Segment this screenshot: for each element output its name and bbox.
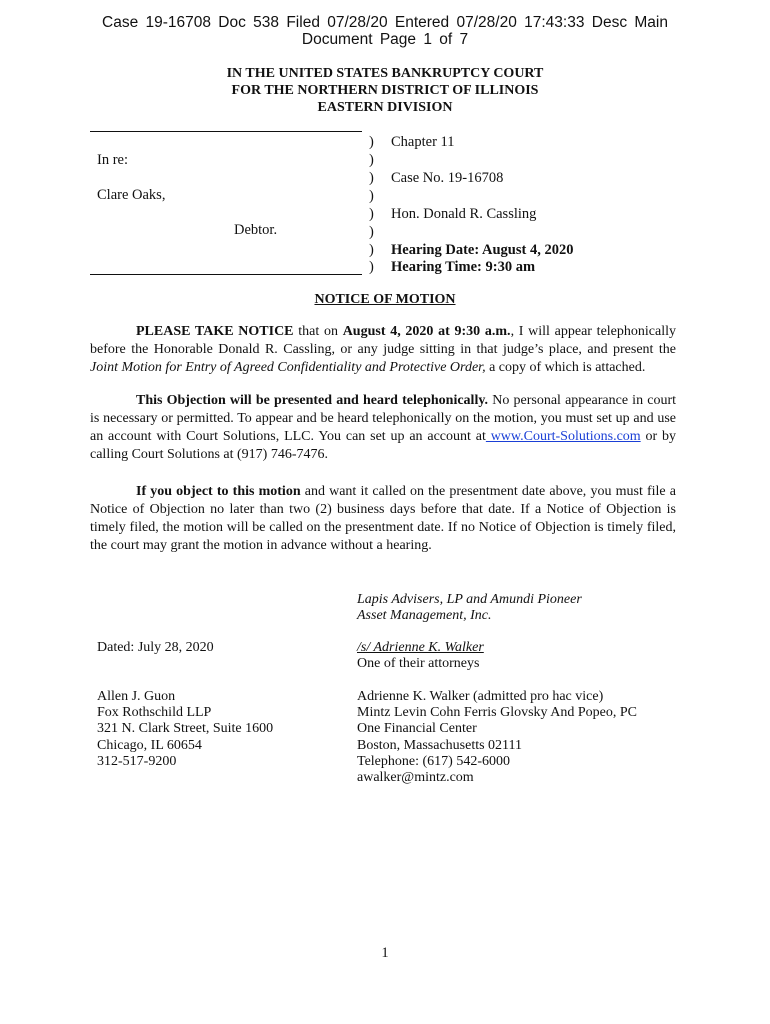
local-counsel-block: [97, 689, 273, 770]
caption-paren: ): [369, 134, 374, 150]
court-division: EASTERN DIVISION: [317, 100, 453, 115]
client-line: Asset Management, Inc.: [357, 608, 492, 624]
counsel-line: One Financial Center: [357, 721, 477, 737]
telephonic-lead: This Objection will be presented and heard telephonically.: [136, 393, 489, 408]
court-solutions-link[interactable]: www.Court-Solutions.com: [485, 429, 641, 444]
case-number: Case No. 19-16708: [391, 170, 504, 186]
filing-header-line2: Document Page 1 of 7: [301, 31, 469, 48]
telephonic-text: or by calling Court Solutions at (917) 746-7476.: [90, 429, 676, 462]
hearing-time: Hearing Time: 9:30 am: [391, 259, 536, 275]
notice-title: NOTICE OF MOTION: [314, 292, 456, 307]
notice-text: a copy of which is attached.: [485, 360, 646, 375]
page-number: 1: [381, 945, 389, 961]
client-line: Lapis Advisers, LP and Amundi Pioneer: [357, 592, 582, 607]
counsel-block: [357, 689, 637, 786]
notice-text: , I will appear telephonically before the Honorable Donald R. Cassling, or any judge sitting in that judge’s place, and present the: [90, 324, 676, 357]
notice-text: that on: [293, 324, 343, 339]
client-names: [357, 592, 582, 624]
notice-lead: PLEASE TAKE NOTICE: [136, 324, 294, 339]
judge-name: Hon. Donald R. Cassling: [391, 206, 537, 222]
chapter-label: Chapter 11: [391, 134, 455, 150]
caption-bottom-rule: [90, 274, 362, 275]
motion-title: Joint Motion for Entry of Agreed Confidentiality and Protective Order,: [90, 360, 486, 375]
caption-paren: ): [369, 170, 374, 186]
local-counsel-line: Chicago, IL 60654: [97, 737, 202, 753]
counsel-line: Telephone: (617) 542-6000: [357, 753, 510, 769]
filing-header-line1: Case 19-16708 Doc 538 Filed 07/28/20 Entered 07/28/20 17:43:33 Desc Main: [102, 14, 668, 31]
paragraph-telephonic: [90, 392, 676, 464]
counsel-line: Adrienne K. Walker (admitted pro hac vice): [357, 689, 604, 704]
court-name-line1: IN THE UNITED STATES BANKRUPTCY COURT: [226, 66, 544, 81]
caption-paren: ): [369, 224, 374, 240]
hearing-datetime: August 4, 2020 at 9:30 a.m.: [342, 324, 511, 339]
signature: /s/ Adrienne K. Walker: [357, 640, 484, 655]
paragraph-notice: [90, 323, 676, 377]
dated-line: Dated: July 28, 2020: [97, 640, 214, 655]
caption-paren: ): [369, 188, 374, 204]
in-re-label: In re:: [97, 152, 128, 168]
objection-text: and want it called on the presentment date above, you must file a Notice of Objection no later than two (2) business days before that date. If a Notice of Objection is timely filed, the motion will be called on the presentment date. If no Notice of Objection is timely filed, the court may grant the motion in advance without a hearing.: [90, 484, 676, 553]
local-counsel-line: 321 N. Clark Street, Suite 1600: [97, 721, 274, 737]
caption-paren: ): [369, 152, 374, 168]
counsel-email: awalker@mintz.com: [357, 770, 474, 786]
paragraph-objection: [90, 483, 676, 555]
local-counsel-line: Fox Rothschild LLP: [97, 705, 212, 721]
local-counsel-line: Allen J. Guon: [97, 689, 176, 704]
court-name-line2: FOR THE NORTHERN DISTRICT OF ILLINOIS: [231, 83, 539, 98]
caption-paren: ): [369, 242, 374, 258]
signature-block: [357, 640, 484, 672]
counsel-line: Boston, Massachusetts 02111: [357, 737, 523, 753]
debtor-label: Debtor.: [234, 222, 278, 238]
counsel-line: Mintz Levin Cohn Ferris Glovsky And Popeo, PC: [357, 705, 638, 721]
debtor-name: Clare Oaks,: [97, 187, 166, 203]
telephonic-text: No personal appearance in court is necessary or permitted. To appear and be heard telephonically on the motion, you must set up and use an account with Court Solutions, LLC. You can set up an account at: [90, 393, 677, 444]
signature-role: One of their attorneys: [357, 656, 480, 672]
caption-top-rule: [90, 131, 362, 132]
objection-lead: If you object to this motion: [136, 484, 301, 499]
caption-paren: ): [369, 206, 374, 222]
caption-paren: ): [369, 259, 374, 275]
hearing-date: Hearing Date: August 4, 2020: [391, 242, 574, 258]
local-counsel-line: 312-517-9200: [97, 753, 177, 769]
